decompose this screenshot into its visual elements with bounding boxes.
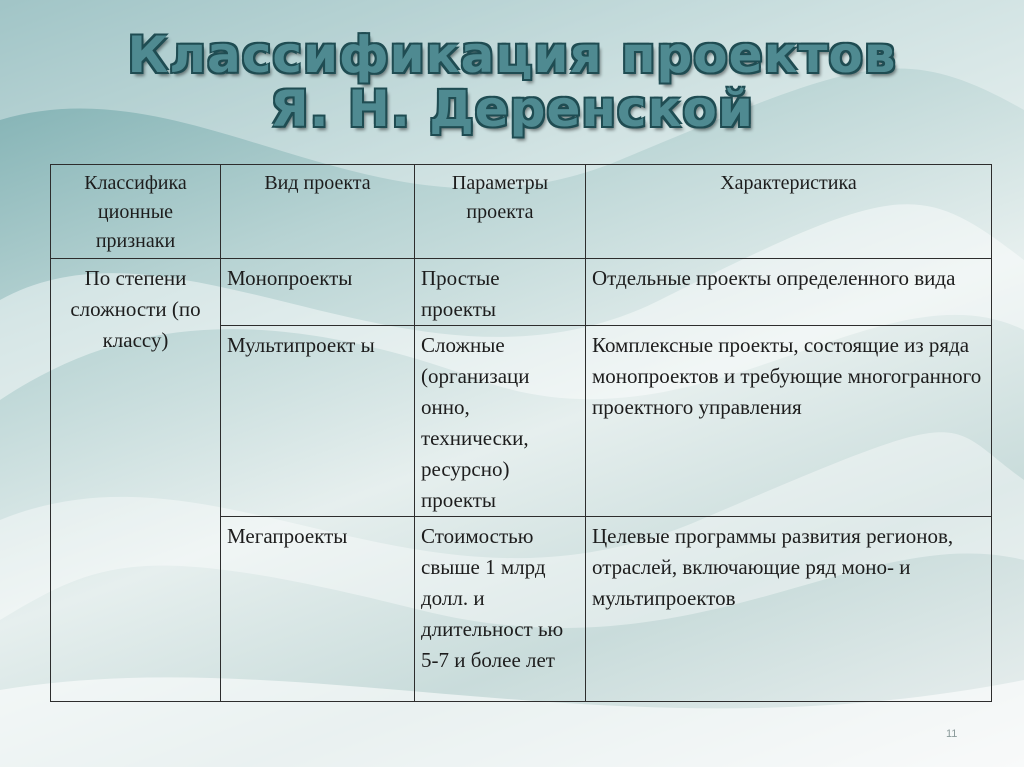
row-description: Целевые программы развития регионов, отраслей, включающие ряд моно- и мультипроектов (586, 517, 992, 702)
table-header-row (51, 165, 992, 259)
row-description: Комплексные проекты, состоящие из ряда монопроектов и требующие многогранного проектного управления (586, 326, 992, 517)
classification-table (50, 164, 992, 702)
header-type: Вид проекта (221, 165, 415, 259)
title-line-1: Классификация проектов (127, 26, 897, 84)
header-params: Параметры проекта (415, 165, 586, 259)
criterion-cell: По степени сложности (по классу) (51, 259, 221, 702)
row-params: Простые проекты (415, 259, 586, 326)
title-line-2: Я. Н. Деренской (270, 80, 754, 138)
row-description: Отдельные проекты определенного вида (586, 259, 992, 326)
row-params: Стоимостью свыше 1 млрд долл. и длительност ью 5-7 и более лет (415, 517, 586, 702)
header-criteria: Классифика ционные признаки (51, 165, 221, 259)
row-type: Мультипроект ы (221, 326, 415, 517)
slide-title (0, 28, 1024, 136)
page-number: 11 (946, 728, 958, 740)
row-params: Сложные (организаци онно, технически, ресурсно) проекты (415, 326, 586, 517)
header-description: Характеристика (586, 165, 992, 259)
row-type: Монопроекты (221, 259, 415, 326)
table-row (51, 259, 992, 326)
row-type: Мегапроекты (221, 517, 415, 702)
